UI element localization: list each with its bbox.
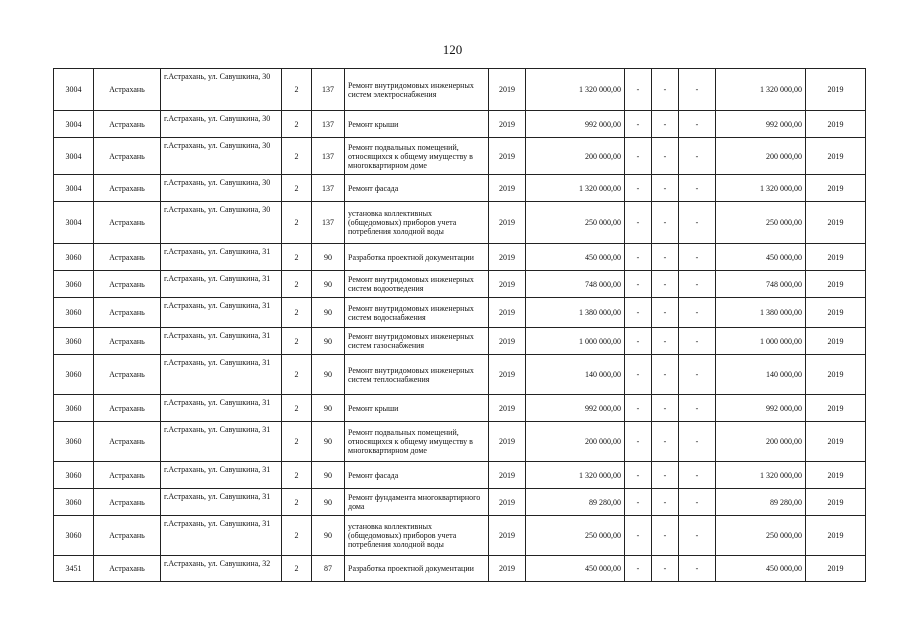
row-year: 2019 xyxy=(489,69,526,111)
row-floors: 2 xyxy=(282,355,312,395)
row-total-cost: 250 000,00 xyxy=(526,516,625,556)
row-fund-2: - xyxy=(652,328,679,355)
row-end-year: 2019 xyxy=(806,422,866,462)
table-row xyxy=(54,244,866,271)
table-row xyxy=(54,556,866,582)
row-fund-1: - xyxy=(625,462,652,489)
row-area: 137 xyxy=(312,111,345,138)
row-amount: 1 320 000,00 xyxy=(716,69,806,111)
row-fund-1: - xyxy=(625,355,652,395)
row-floors: 2 xyxy=(282,556,312,582)
row-fund-3: - xyxy=(679,395,716,422)
row-address: г.Астрахань, ул. Савушкина, 31 xyxy=(161,395,282,422)
row-floors: 2 xyxy=(282,175,312,202)
row-fund-1: - xyxy=(625,516,652,556)
row-total-cost: 200 000,00 xyxy=(526,422,625,462)
row-code: 3451 xyxy=(54,556,94,582)
row-end-year: 2019 xyxy=(806,271,866,298)
row-fund-1: - xyxy=(625,489,652,516)
row-address: г.Астрахань, ул. Савушкина, 31 xyxy=(161,422,282,462)
row-code: 3004 xyxy=(54,175,94,202)
row-total-cost: 450 000,00 xyxy=(526,556,625,582)
row-code: 3060 xyxy=(54,244,94,271)
row-city: Астрахань xyxy=(94,298,161,328)
row-amount: 200 000,00 xyxy=(716,138,806,175)
row-total-cost: 1 320 000,00 xyxy=(526,175,625,202)
row-year: 2019 xyxy=(489,556,526,582)
row-work-type: Ремонт внутридомовых инженерных систем газоснабжения xyxy=(345,328,489,355)
row-total-cost: 1 380 000,00 xyxy=(526,298,625,328)
row-area: 87 xyxy=(312,556,345,582)
table-row xyxy=(54,422,866,462)
row-area: 137 xyxy=(312,202,345,244)
row-total-cost: 992 000,00 xyxy=(526,111,625,138)
row-year: 2019 xyxy=(489,516,526,556)
row-code: 3060 xyxy=(54,395,94,422)
table-row xyxy=(54,271,866,298)
row-amount: 1 000 000,00 xyxy=(716,328,806,355)
row-end-year: 2019 xyxy=(806,244,866,271)
row-amount: 992 000,00 xyxy=(716,395,806,422)
row-year: 2019 xyxy=(489,422,526,462)
row-floors: 2 xyxy=(282,462,312,489)
row-fund-2: - xyxy=(652,175,679,202)
row-amount: 1 320 000,00 xyxy=(716,175,806,202)
row-work-type: установка коллективных (общедомовых) приборов учета потребления холодной воды xyxy=(345,516,489,556)
row-year: 2019 xyxy=(489,202,526,244)
row-address: г.Астрахань, ул. Савушкина, 31 xyxy=(161,462,282,489)
row-fund-3: - xyxy=(679,69,716,111)
row-work-type: Ремонт внутридомовых инженерных систем водоснабжения xyxy=(345,298,489,328)
row-fund-1: - xyxy=(625,175,652,202)
row-city: Астрахань xyxy=(94,138,161,175)
table-row xyxy=(54,138,866,175)
row-floors: 2 xyxy=(282,516,312,556)
row-fund-1: - xyxy=(625,244,652,271)
row-floors: 2 xyxy=(282,298,312,328)
row-work-type: Ремонт крыши xyxy=(345,111,489,138)
row-year: 2019 xyxy=(489,111,526,138)
row-amount: 450 000,00 xyxy=(716,556,806,582)
row-end-year: 2019 xyxy=(806,69,866,111)
row-fund-3: - xyxy=(679,244,716,271)
row-end-year: 2019 xyxy=(806,111,866,138)
row-year: 2019 xyxy=(489,462,526,489)
row-fund-2: - xyxy=(652,489,679,516)
row-amount: 250 000,00 xyxy=(716,202,806,244)
row-area: 90 xyxy=(312,489,345,516)
row-city: Астрахань xyxy=(94,69,161,111)
row-area: 90 xyxy=(312,298,345,328)
table-row xyxy=(54,69,866,111)
row-floors: 2 xyxy=(282,69,312,111)
row-city: Астрахань xyxy=(94,422,161,462)
row-city: Астрахань xyxy=(94,244,161,271)
row-year: 2019 xyxy=(489,328,526,355)
row-fund-2: - xyxy=(652,462,679,489)
row-end-year: 2019 xyxy=(806,175,866,202)
row-year: 2019 xyxy=(489,175,526,202)
row-floors: 2 xyxy=(282,202,312,244)
table-row xyxy=(54,355,866,395)
table-row xyxy=(54,298,866,328)
row-fund-3: - xyxy=(679,175,716,202)
row-area: 137 xyxy=(312,69,345,111)
row-amount: 748 000,00 xyxy=(716,271,806,298)
row-fund-1: - xyxy=(625,271,652,298)
row-address: г.Астрахань, ул. Савушкина, 31 xyxy=(161,516,282,556)
row-address: г.Астрахань, ул. Савушкина, 31 xyxy=(161,328,282,355)
row-end-year: 2019 xyxy=(806,395,866,422)
row-total-cost: 250 000,00 xyxy=(526,202,625,244)
table-row xyxy=(54,202,866,244)
row-work-type: Ремонт внутридомовых инженерных систем теплоснабжения xyxy=(345,355,489,395)
row-fund-2: - xyxy=(652,202,679,244)
row-fund-2: - xyxy=(652,244,679,271)
row-end-year: 2019 xyxy=(806,328,866,355)
row-fund-3: - xyxy=(679,298,716,328)
row-area: 137 xyxy=(312,175,345,202)
row-area: 90 xyxy=(312,516,345,556)
row-code: 3060 xyxy=(54,271,94,298)
row-end-year: 2019 xyxy=(806,202,866,244)
row-fund-3: - xyxy=(679,422,716,462)
row-fund-1: - xyxy=(625,138,652,175)
row-floors: 2 xyxy=(282,422,312,462)
row-amount: 992 000,00 xyxy=(716,111,806,138)
row-total-cost: 200 000,00 xyxy=(526,138,625,175)
row-code: 3060 xyxy=(54,422,94,462)
row-city: Астрахань xyxy=(94,271,161,298)
row-fund-2: - xyxy=(652,298,679,328)
row-code: 3004 xyxy=(54,202,94,244)
row-floors: 2 xyxy=(282,395,312,422)
row-city: Астрахань xyxy=(94,489,161,516)
row-fund-3: - xyxy=(679,516,716,556)
row-year: 2019 xyxy=(489,298,526,328)
row-total-cost: 450 000,00 xyxy=(526,244,625,271)
row-area: 90 xyxy=(312,244,345,271)
row-code: 3060 xyxy=(54,489,94,516)
row-work-type: Ремонт фасада xyxy=(345,175,489,202)
row-fund-3: - xyxy=(679,271,716,298)
row-amount: 250 000,00 xyxy=(716,516,806,556)
row-code: 3004 xyxy=(54,69,94,111)
row-fund-3: - xyxy=(679,328,716,355)
row-code: 3060 xyxy=(54,355,94,395)
row-work-type: Ремонт подвальных помещений, относящихся к общему имуществу в многоквартирном доме xyxy=(345,422,489,462)
row-amount: 200 000,00 xyxy=(716,422,806,462)
table-row xyxy=(54,395,866,422)
row-fund-1: - xyxy=(625,69,652,111)
row-city: Астрахань xyxy=(94,202,161,244)
row-total-cost: 748 000,00 xyxy=(526,271,625,298)
row-fund-2: - xyxy=(652,422,679,462)
row-fund-1: - xyxy=(625,328,652,355)
row-area: 90 xyxy=(312,422,345,462)
row-fund-2: - xyxy=(652,138,679,175)
row-work-type: Ремонт крыши xyxy=(345,395,489,422)
row-area: 90 xyxy=(312,271,345,298)
row-fund-1: - xyxy=(625,556,652,582)
row-floors: 2 xyxy=(282,111,312,138)
row-fund-1: - xyxy=(625,202,652,244)
row-year: 2019 xyxy=(489,244,526,271)
row-fund-3: - xyxy=(679,111,716,138)
row-address: г.Астрахань, ул. Савушкина, 31 xyxy=(161,489,282,516)
row-city: Астрахань xyxy=(94,462,161,489)
page-number: 120 xyxy=(442,42,463,57)
row-fund-2: - xyxy=(652,271,679,298)
row-code: 3060 xyxy=(54,462,94,489)
table-row xyxy=(54,111,866,138)
row-total-cost: 140 000,00 xyxy=(526,355,625,395)
row-work-type: Ремонт подвальных помещений, относящихся к общему имуществу в многоквартирном доме xyxy=(345,138,489,175)
row-year: 2019 xyxy=(489,355,526,395)
row-work-type: Ремонт фундамента многоквартирного дома xyxy=(345,489,489,516)
row-total-cost: 1 320 000,00 xyxy=(526,462,625,489)
row-area: 90 xyxy=(312,355,345,395)
row-floors: 2 xyxy=(282,244,312,271)
row-city: Астрахань xyxy=(94,175,161,202)
row-floors: 2 xyxy=(282,489,312,516)
row-work-type: установка коллективных (общедомовых) приборов учета потребления холодной воды xyxy=(345,202,489,244)
row-fund-2: - xyxy=(652,556,679,582)
row-year: 2019 xyxy=(489,138,526,175)
row-code: 3004 xyxy=(54,111,94,138)
row-floors: 2 xyxy=(282,328,312,355)
table-row xyxy=(54,489,866,516)
row-amount: 140 000,00 xyxy=(716,355,806,395)
row-total-cost: 89 280,00 xyxy=(526,489,625,516)
row-end-year: 2019 xyxy=(806,355,866,395)
row-fund-1: - xyxy=(625,298,652,328)
row-work-type: Ремонт внутридомовых инженерных систем водоотведения xyxy=(345,271,489,298)
table-row xyxy=(54,328,866,355)
row-amount: 89 280,00 xyxy=(716,489,806,516)
repair-schedule-table xyxy=(53,68,866,582)
row-end-year: 2019 xyxy=(806,489,866,516)
row-work-type: Ремонт фасада xyxy=(345,462,489,489)
row-fund-2: - xyxy=(652,516,679,556)
row-fund-1: - xyxy=(625,422,652,462)
row-address: г.Астрахань, ул. Савушкина, 30 xyxy=(161,69,282,111)
row-area: 90 xyxy=(312,328,345,355)
row-end-year: 2019 xyxy=(806,462,866,489)
row-fund-1: - xyxy=(625,395,652,422)
row-city: Астрахань xyxy=(94,328,161,355)
row-floors: 2 xyxy=(282,138,312,175)
table-row xyxy=(54,462,866,489)
row-amount: 1 320 000,00 xyxy=(716,462,806,489)
row-work-type: Разработка проектной документации xyxy=(345,244,489,271)
row-total-cost: 1 000 000,00 xyxy=(526,328,625,355)
row-address: г.Астрахань, ул. Савушкина, 31 xyxy=(161,244,282,271)
row-floors: 2 xyxy=(282,271,312,298)
row-city: Астрахань xyxy=(94,355,161,395)
row-address: г.Астрахань, ул. Савушкина, 31 xyxy=(161,298,282,328)
row-fund-3: - xyxy=(679,462,716,489)
row-address: г.Астрахань, ул. Савушкина, 30 xyxy=(161,138,282,175)
row-work-type: Ремонт внутридомовых инженерных систем электроснабжения xyxy=(345,69,489,111)
row-amount: 450 000,00 xyxy=(716,244,806,271)
row-city: Астрахань xyxy=(94,556,161,582)
row-fund-2: - xyxy=(652,355,679,395)
row-address: г.Астрахань, ул. Савушкина, 30 xyxy=(161,175,282,202)
row-code: 3004 xyxy=(54,138,94,175)
row-fund-2: - xyxy=(652,111,679,138)
table-row xyxy=(54,175,866,202)
row-fund-3: - xyxy=(679,355,716,395)
row-city: Астрахань xyxy=(94,111,161,138)
row-fund-3: - xyxy=(679,138,716,175)
row-total-cost: 1 320 000,00 xyxy=(526,69,625,111)
row-year: 2019 xyxy=(489,489,526,516)
row-fund-3: - xyxy=(679,202,716,244)
row-code: 3060 xyxy=(54,516,94,556)
row-address: г.Астрахань, ул. Савушкина, 31 xyxy=(161,355,282,395)
row-fund-3: - xyxy=(679,489,716,516)
row-end-year: 2019 xyxy=(806,516,866,556)
row-fund-1: - xyxy=(625,111,652,138)
table-row xyxy=(54,516,866,556)
row-city: Астрахань xyxy=(94,516,161,556)
row-address: г.Астрахань, ул. Савушкина, 31 xyxy=(161,271,282,298)
row-area: 90 xyxy=(312,462,345,489)
row-address: г.Астрахань, ул. Савушкина, 30 xyxy=(161,202,282,244)
row-year: 2019 xyxy=(489,395,526,422)
row-amount: 1 380 000,00 xyxy=(716,298,806,328)
row-year: 2019 xyxy=(489,271,526,298)
row-area: 137 xyxy=(312,138,345,175)
row-fund-2: - xyxy=(652,395,679,422)
row-code: 3060 xyxy=(54,328,94,355)
row-address: г.Астрахань, ул. Савушкина, 32 xyxy=(161,556,282,582)
row-total-cost: 992 000,00 xyxy=(526,395,625,422)
row-work-type: Разработка проектной документации xyxy=(345,556,489,582)
row-city: Астрахань xyxy=(94,395,161,422)
row-end-year: 2019 xyxy=(806,298,866,328)
row-code: 3060 xyxy=(54,298,94,328)
row-address: г.Астрахань, ул. Савушкина, 30 xyxy=(161,111,282,138)
row-end-year: 2019 xyxy=(806,138,866,175)
row-fund-3: - xyxy=(679,556,716,582)
row-area: 90 xyxy=(312,395,345,422)
row-fund-2: - xyxy=(652,69,679,111)
row-end-year: 2019 xyxy=(806,556,866,582)
